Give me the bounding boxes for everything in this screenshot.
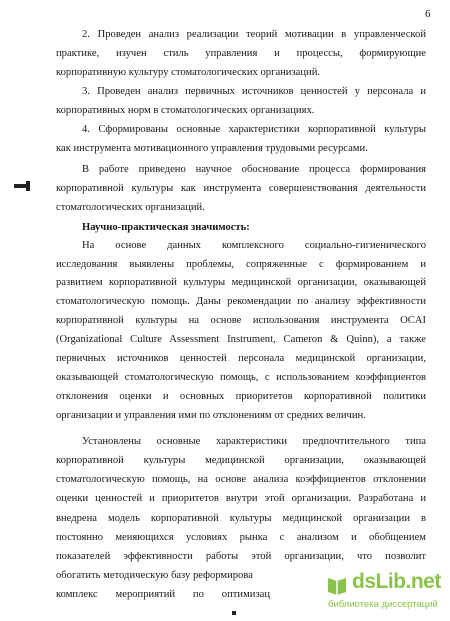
text-line: внедрена модель корпоративной культуры медицинской организации в [56,513,426,524]
text-line: стоматологическую помощь, на основе анализа коэффициентов отклонении [56,474,426,485]
book-icon [326,574,348,596]
text-line: отклонения оценки и основных приоритетов корпоративной политики [56,391,426,402]
text-line: первичных источников ценностей персонала медицинской организации, [56,353,426,364]
text-line: развитием корпоративной культуры медицинской организации, оказывающей [56,277,426,288]
text-line: постоянно меняющихся условиях рынка с анализом и обобщением [56,532,426,543]
text-line: как инструмента мотивационного управления трудовыми ресурсами. [56,143,368,154]
text-line: стоматологическую помощь. Даны рекомендации по анализу эффективности [56,296,426,307]
text-line: (Organizational Culture Assessment Instrument, Cameron & Quinn), а также [56,334,426,345]
section-heading: Научно-практическая значимость: [82,222,250,233]
text-line: оценки ценностей и приоритетов внутри этой организации. Разработана и [56,493,426,504]
scan-mark [232,611,236,615]
text-line: Установлены основные характеристики предпочтительного типа [82,436,426,447]
text-line: исследования выявлены проблемы, сопряженные с формированием и [56,259,426,270]
text-line: комплекс мероприятий по оптимизац [56,589,270,600]
text-line: стоматологических организаций. [56,202,205,213]
text-line: 3. Проведен анализ первичных источников ценностей у персонала и [82,86,426,97]
text-line: корпоративной культуры медицинской организации, оказывающей [56,455,426,466]
scan-mark [14,184,26,188]
text-line: 2. Проведен анализ реализации теорий мотивации в управленческой [82,29,426,40]
page-number: 6 [425,8,431,20]
text-line: корпоративных норм в стоматологических организациях. [56,105,315,116]
dslib-watermark [326,570,448,616]
text-line: корпоративную культуру стоматологических организаций. [56,67,321,78]
text-line: оказывающей стоматологическую помощь, с использованием коэффициентов [56,372,426,383]
text-line: 4. Сформированы основные характеристики корпоративной культуры [82,124,426,135]
watermark-subtitle: библиотека диссертаций [328,599,438,610]
text-line: корпоративной культуры на основе использования инструмента OCAI [56,315,426,326]
scan-mark [26,181,30,191]
text-line: практике, изучен стиль управления и процессы, формирующие [56,48,426,59]
text-line: показателей эффективности работы этой организации, что позволит [56,551,426,562]
text-line: организации и управления ими по отклонениям от средних величин. [56,410,366,421]
text-line: На основе данных комплексного социально-гигиенического [82,240,426,251]
text-line: В работе приведено научное обоснование процесса формирования [82,164,426,175]
text-line: корпоративной культуры как инструмента совершенствования деятельности [56,183,426,194]
text-line: обогатить методическую базу реформирова [56,570,253,581]
watermark-title: dsLib.net [352,570,441,593]
